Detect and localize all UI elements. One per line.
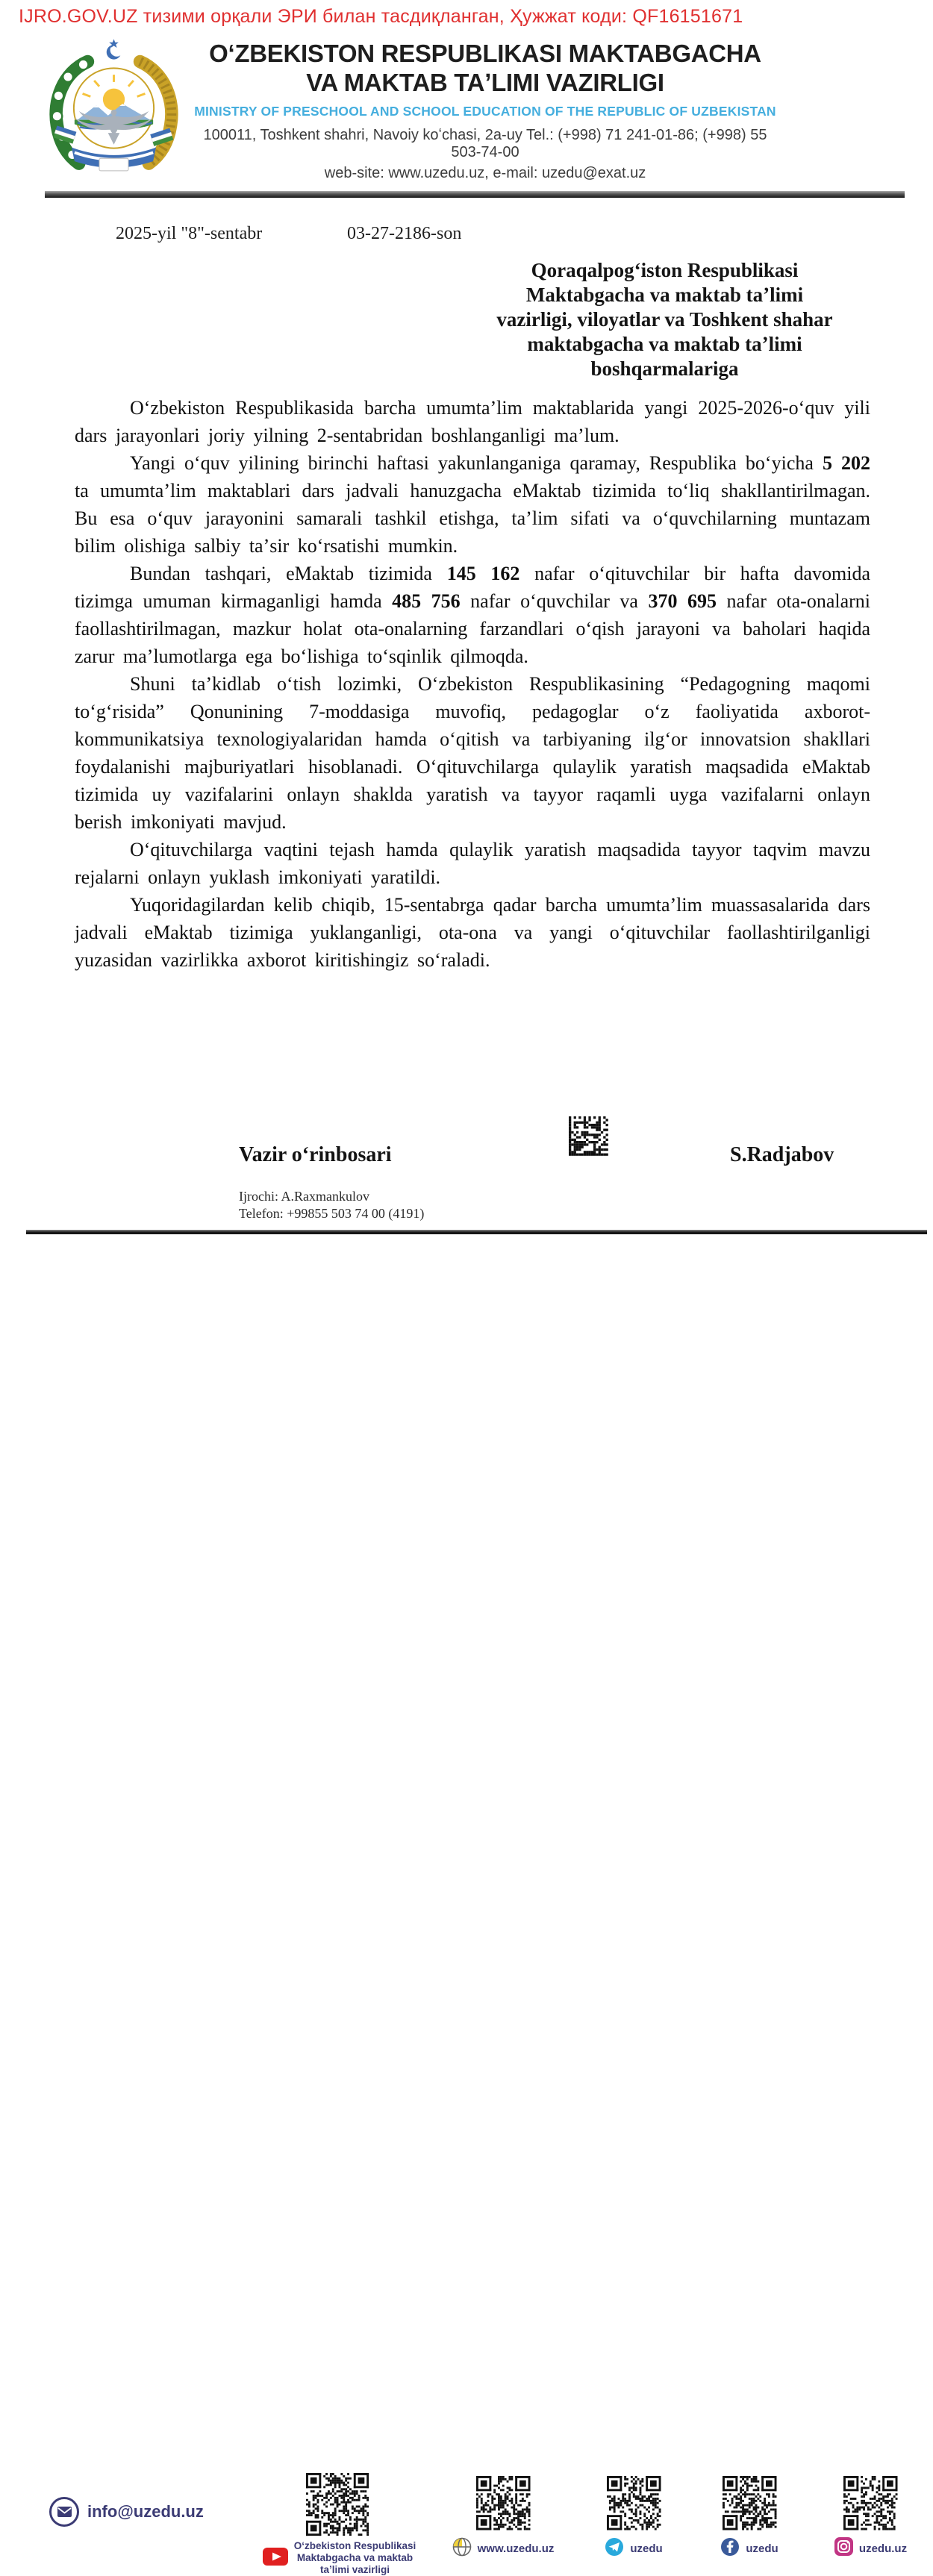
footer <box>0 1234 933 2575</box>
ministry-address: 100011, Toshkent shahri, Navoiy koʻchasi, 2a-uy Tel.: (+998) 71 241-01-86; (+998) 55 503-74-00 <box>203 127 767 160</box>
ministry-website-email: web-site: www.uzedu.uz, e-mail: uzedu@exat.uz <box>324 165 646 181</box>
qr-code-telegram <box>607 2476 661 2530</box>
qr-code-website <box>476 2476 531 2530</box>
body-paragraph: Oʻzbekiston Respublikasida barcha umumtaʼlim maktablarida yangi 2025-2026-oʻquv yili dars jarayonlari joriy yilning 2-sentabridan boshlanganligi maʼlum. <box>75 397 870 446</box>
body-paragraph: Shuni taʼkidlab oʻtish lozimki, Oʻzbekiston Respublikasining “Pedagogning maqomi toʻgʻrisida” Qonunining 7-moddasiga muvofiq, pedagoglar oʻz faoliyatida axborot-kommunikatsiya texnologiyalaridan hamda oʻqitish va tarbiyaning ilgʻor innovatsion shakllari foydalanishi majburiyatlari hisoblanadi. Oʻqituvchilarga qulaylik yaratish maqsadida eMaktab tizimida uy vazifalarini onlayn shaklda yaratish va tayyor raqamli uyga vazifalarni onlayn berish imkoniyati mavjud. <box>75 673 870 833</box>
body-paragraph: Oʻqituvchilarga vaqtini tejash hamda qulaylik yaratish maqsadida tayyor taqvim mavzu rejalarni onlayn yuklash imkoniyati yaratildi. <box>75 839 870 888</box>
letter-body <box>75 394 870 974</box>
recipient-block: Qoraqalpogʻiston Respublikasi Maktabgacha va maktab taʼlimi vazirligi, viloyatlar va Toshkent shahar maktabgacha va maktab taʼlimi boshqarmalariga <box>496 259 833 380</box>
telegram-icon <box>605 2537 624 2560</box>
facebook-caption: uzedu <box>746 2542 778 2555</box>
body-paragraph: Yuqoridagilardan kelib chiqib, 15-sentabrga qadar barcha umumtaʼlim muassasalarida dars jadvali eMaktab tizimiga yuklanganligi, ota-ona va yangi oʻqituvchilar faollashtirilganligi yuzasidan vazirlikka axborot kiritishingiz soʻraladi. <box>75 894 870 971</box>
telegram-caption: uzedu <box>630 2542 663 2555</box>
instagram-icon <box>834 2537 853 2560</box>
executor-phone: Telefon: +99855 503 74 00 (4191) <box>239 1206 425 1221</box>
signature-qr-code <box>569 1116 608 1156</box>
footer-link-facebook <box>690 2537 809 2560</box>
ministry-title-english: MINISTRY OF PRESCHOOL AND SCHOOL EDUCATION OF THE REPUBLIC OF UZBEKISTAN <box>194 104 776 119</box>
ministry-title-line1: OʻZBEKISTON RESPUBLIKASI MAKTABGACHA <box>209 40 761 67</box>
emblem-graphic <box>41 37 187 178</box>
uzbekistan-state-emblem <box>41 37 187 178</box>
header-divider <box>45 191 905 198</box>
footer-link-website <box>428 2537 578 2560</box>
globe-icon <box>452 2537 472 2560</box>
youtube-icon <box>263 2548 288 2569</box>
youtube-caption: Oʻzbekiston Respublikasi Maktabgacha va maktab taʼlimi vazirligi <box>293 2540 416 2575</box>
qr-code-youtube <box>306 2473 369 2536</box>
ministry-title-line2: VA MAKTAB TAʼLIMI VAZIRLIGI <box>306 69 664 96</box>
executor-name: Ijrochi: A.Raxmankulov <box>239 1189 369 1204</box>
executor-block <box>239 1188 424 1222</box>
footer-link-telegram <box>574 2537 693 2560</box>
footer-email <box>49 2497 204 2527</box>
footer-link-youtube <box>252 2540 427 2576</box>
instagram-caption: uzedu.uz <box>858 2542 908 2555</box>
facebook-icon <box>720 2537 740 2560</box>
body-paragraph: Yangi oʻquv yilining birinchi haftasi yakunlanganiga qaramay, Respublika boʻyicha 5 202 ta umumtaʼlim maktablari dars jadvali hanuzgacha eMaktab tizimida toʻliq shakllantirilmagan. Bu esa oʻquv jarayonini samarali tashkil etishga, taʼlim sifati va oʻquvchilarning muntazam bilim olishiga salbiy taʼsir koʻrsatishi mumkin. <box>75 452 870 557</box>
footer-link-instagram <box>809 2537 932 2560</box>
signer-name: S.Radjabov <box>730 1143 834 1166</box>
document-date: 2025-yil "8"-sentabr <box>116 224 263 243</box>
esign-verification-line: IJRO.GOV.UZ тизими орқали ЭРИ билан тасдиқланган, Ҳужжат коди: QF16151671 <box>19 6 743 27</box>
footer-email-address: info@uzedu.uz <box>87 2502 204 2521</box>
qr-code-instagram <box>843 2476 898 2530</box>
qr-code-facebook <box>723 2476 777 2530</box>
signer-position: Vazir oʻrinbosari <box>239 1143 392 1166</box>
document-number: 03-27-2186-son <box>347 224 462 243</box>
website-caption: www.uzedu.uz <box>477 2542 555 2555</box>
body-paragraph: Bundan tashqari, eMaktab tizimida 145 162 nafar oʻqituvchilar bir hafta davomida tizimga umuman kirmaganligi hamda 485 756 nafar oʻquvchilar va 370 695 nafar ota-onalarni faollashtirilmagan, mazkur holat ota-onalarning farzandlari oʻqish jarayoni va baholari haqida zarur maʼlumotlarga ega boʻlishiga toʻsqinlik qilmoqda. <box>75 563 871 667</box>
envelope-icon <box>49 2497 79 2527</box>
letterhead <box>190 39 780 182</box>
